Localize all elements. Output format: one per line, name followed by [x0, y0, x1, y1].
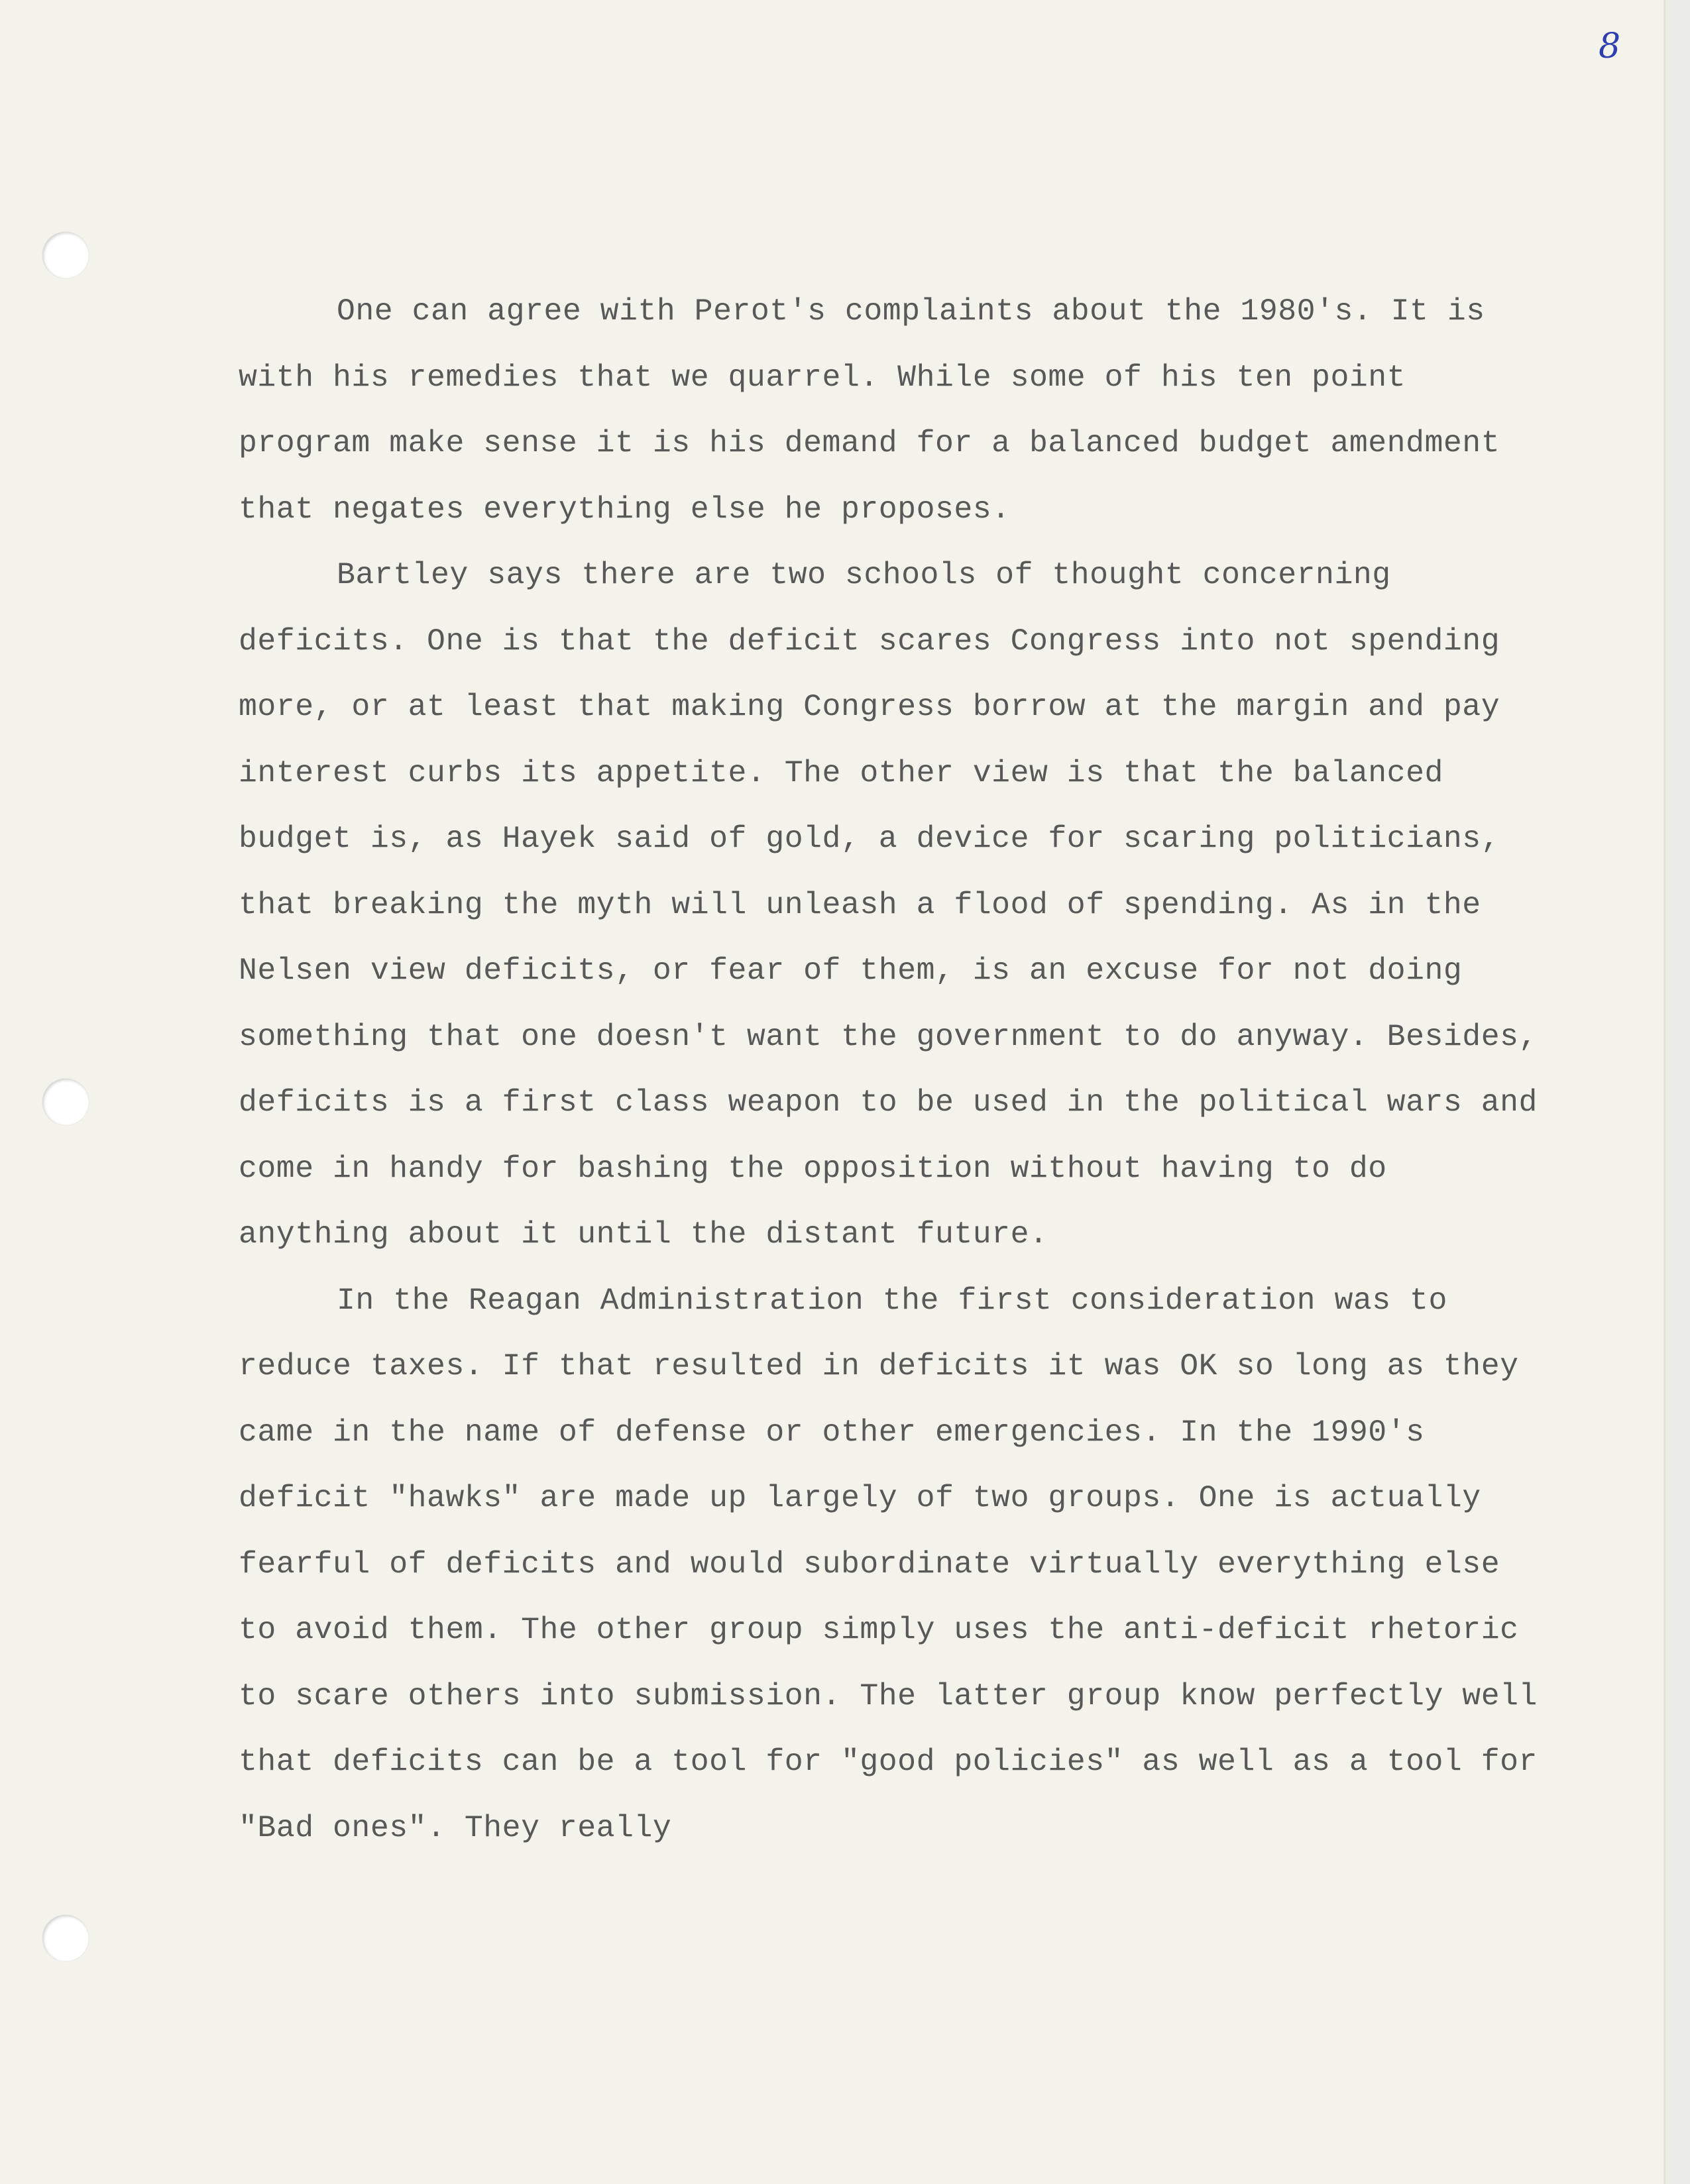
punch-hole-middle	[42, 1079, 89, 1125]
paragraph-2: Bartley says there are two schools of thought concerning deficits. One is that the deficit scares Congress into not spending more, or at least that making Congress borrow at the margin and pay interest curbs its appetite. The other view is that the balanced budget is, as Hayek said of gold, a device for scaring politicians, that breaking the myth will unleash a flood of spending. As in the Nelsen view deficits, or fear of them, is an excuse for not doing something that one doesn't want the government to do anyway. Besides, deficits is a first class weapon to be used in the political wars and come in handy for bashing the opposition without having to do anything about it until the distant future.	[239, 557, 1538, 1252]
paragraph-3: In the Reagan Administration the first consideration was to reduce taxes. If that resulted in deficits it was OK so long as they came in the name of defense or other emergencies. In the 1990's deficit "hawks" are made up largely of two groups. One is actually fearful of deficits and would subordinate virtually everything else to avoid them. The other group simply uses the anti-deficit rhetoric to scare others into submission. The latter group know perfectly well that deficits can be a tool for "good policies" as well as a tool for "Bad ones". They really	[239, 1282, 1538, 1845]
page-number: 8	[1599, 27, 1621, 66]
punch-hole-top	[42, 232, 89, 278]
body-text	[239, 278, 1538, 1861]
paragraph-1: One can agree with Perot's complaints about the 1980's. It is with his remedies that we quarrel. While some of his ten point program make sense it is his demand for a balanced budget amendment that negates everything else he proposes.	[239, 294, 1500, 527]
page-edge	[1665, 0, 1690, 2184]
punch-hole-bottom	[42, 1915, 89, 1961]
